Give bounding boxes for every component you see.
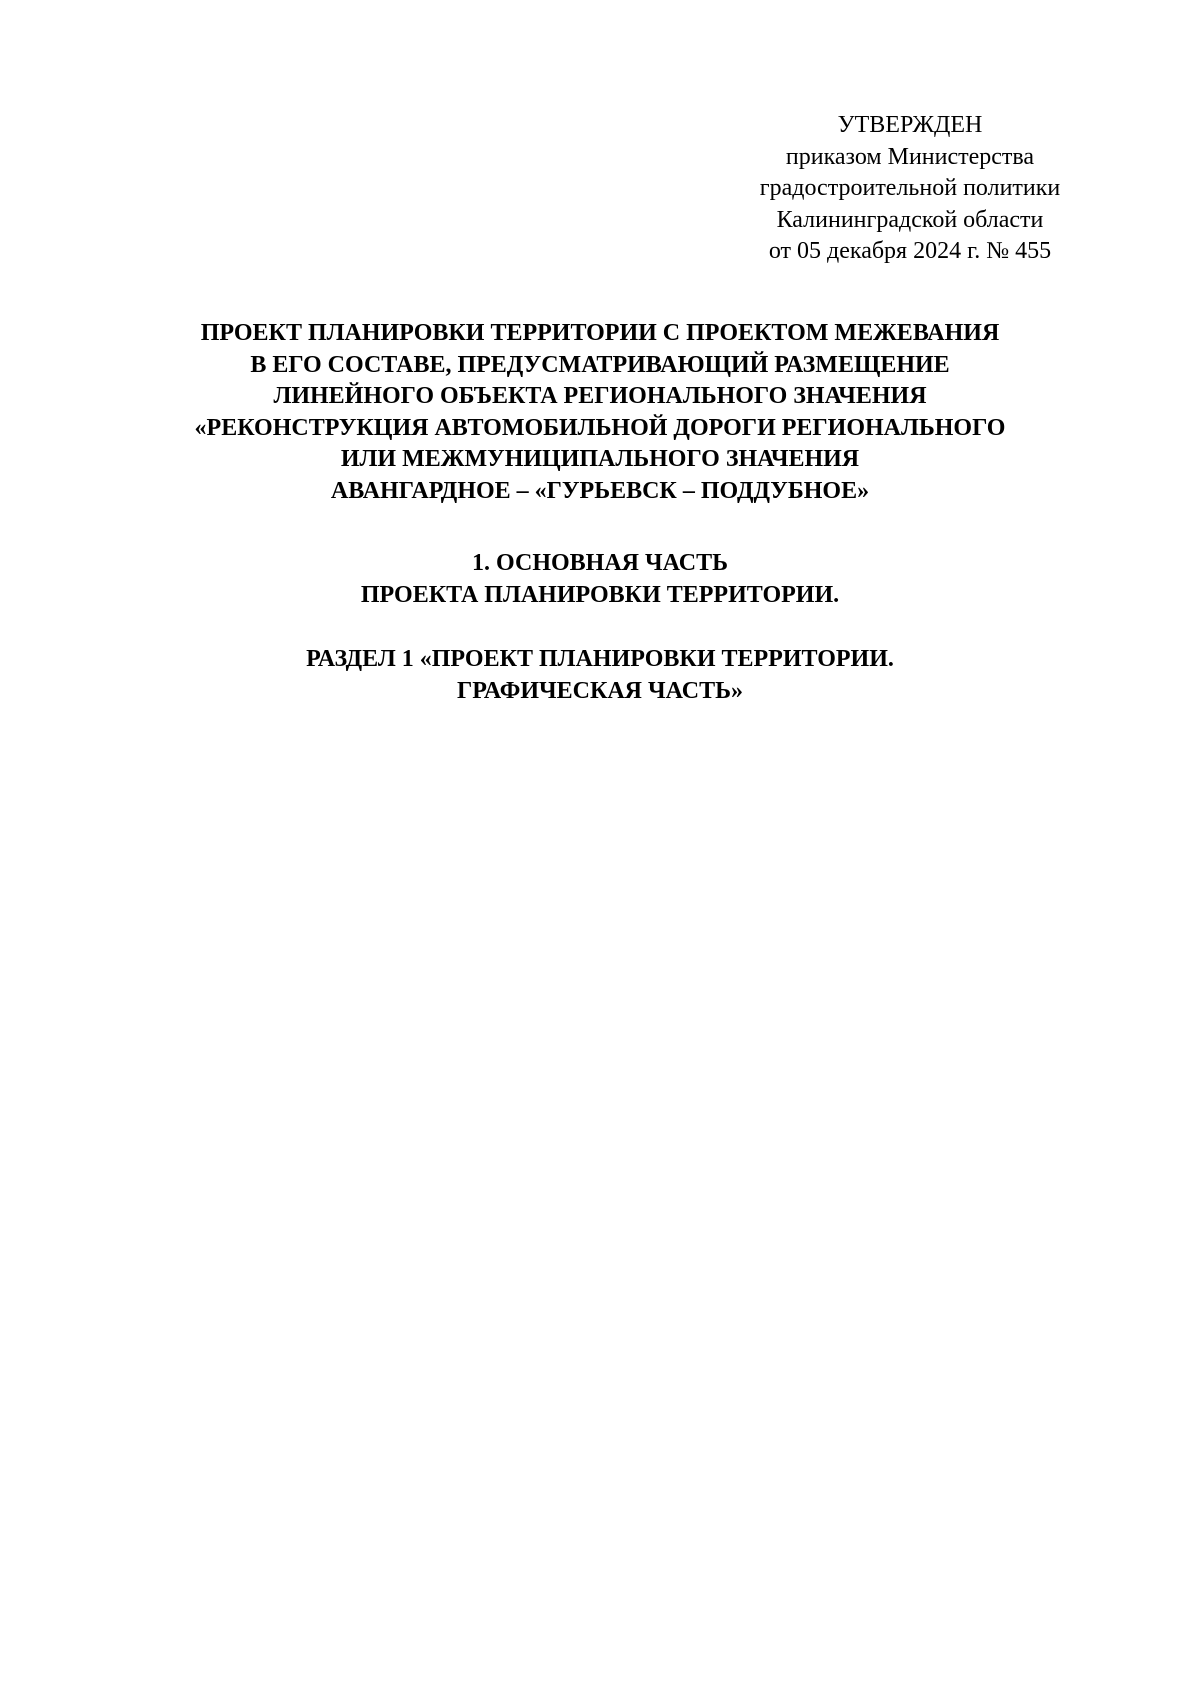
section-heading bbox=[100, 644, 1100, 707]
section-heading-line: РАЗДЕЛ 1 «ПРОЕКТ ПЛАНИРОВКИ ТЕРРИТОРИИ. bbox=[306, 646, 894, 672]
document-title-line: В ЕГО СОСТАВЕ, ПРЕДУСМАТРИВАЮЩИЙ РАЗМЕЩЕНИЕ bbox=[250, 351, 950, 378]
approval-heading: УТВЕРЖДЕН bbox=[837, 112, 983, 138]
part-heading bbox=[100, 548, 1100, 611]
document-title-line: «РЕКОНСТРУКЦИЯ АВТОМОБИЛЬНОЙ ДОРОГИ РЕГИОНАЛЬНОГО bbox=[194, 414, 1006, 441]
part-heading-line: ПРОЕКТА ПЛАНИРОВКИ ТЕРРИТОРИИ. bbox=[360, 581, 840, 608]
approval-ministry-line: градостроительной политики bbox=[759, 175, 1061, 201]
document-title-line: АВАНГАРДНОЕ – «ГУРЬЕВСК – ПОДДУБНОЕ» bbox=[330, 477, 870, 504]
document-title-line: ПРОЕКТ ПЛАНИРОВКИ ТЕРРИТОРИИ С ПРОЕКТОМ МЕЖЕВАНИЯ bbox=[200, 320, 1000, 346]
section-heading-line: ГРАФИЧЕСКАЯ ЧАСТЬ» bbox=[457, 677, 743, 704]
document-title-line: ЛИНЕЙНОГО ОБЪЕКТА РЕГИОНАЛЬНОГО ЗНАЧЕНИЯ bbox=[273, 383, 927, 409]
part-heading-line: 1. ОСНОВНАЯ ЧАСТЬ bbox=[472, 550, 728, 576]
approval-stamp bbox=[700, 110, 1120, 268]
approval-date-number: от 05 декабря 2024 г. № 455 bbox=[768, 238, 1052, 264]
approval-region-line: Калининградской области bbox=[776, 206, 1044, 233]
approval-order-line: приказом Министерства bbox=[785, 143, 1035, 170]
document-title bbox=[100, 318, 1100, 507]
document-title-line: ИЛИ МЕЖМУНИЦИПАЛЬНОГО ЗНАЧЕНИЯ bbox=[340, 446, 860, 472]
